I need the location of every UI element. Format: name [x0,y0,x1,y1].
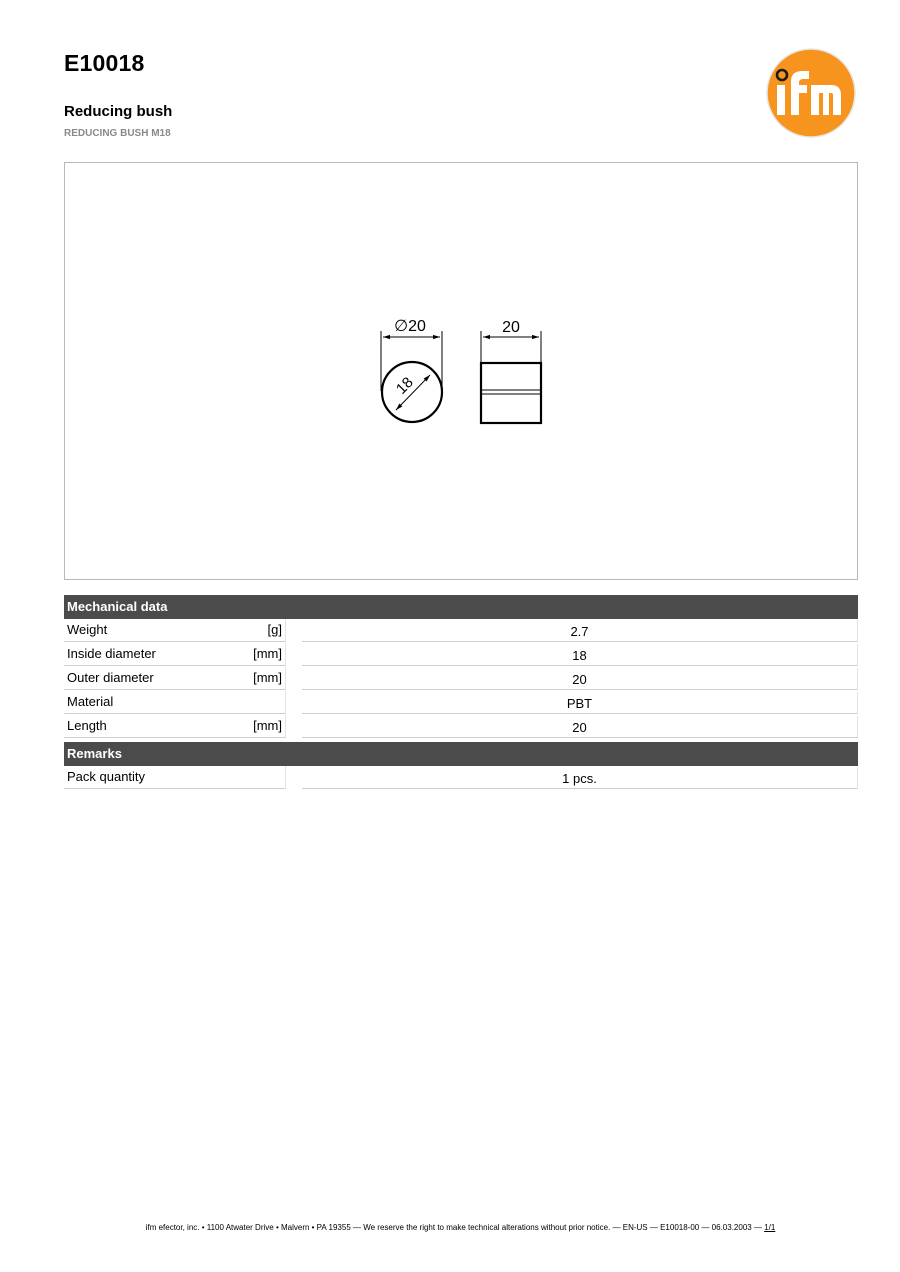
footer-text: ifm efector, inc. • 1100 Atwater Drive • Malvern • PA 19355 — We reserve the right to make technical alterations without prior notice. — EN-US — E10018-00 — 06.03.2003 — [145,1223,762,1232]
row-label: Outer diameter [67,670,154,685]
row-unit: [g] [267,622,282,637]
dim-outer-diameter-label: ∅20 [394,318,426,335]
mechanical-data-header: Mechanical data [64,595,858,619]
dimension-drawing [64,162,858,580]
row-label: Inside diameter [67,646,156,661]
product-name: Reducing bush [64,103,173,120]
row-unit: [mm] [253,646,282,661]
row-label-cell [64,667,286,690]
product-subtitle: REDUCING BUSH M18 [64,128,171,139]
row-label-cell [64,691,286,714]
row-value: 2.7 [302,620,858,642]
table-row [64,619,858,643]
ifm-logo-graphic [765,47,857,139]
ifm-logo [765,47,857,139]
row-value: 18 [302,644,858,666]
row-label-cell [64,766,286,789]
row-unit: [mm] [253,718,282,733]
table-row [64,667,858,691]
row-label-cell [64,643,286,666]
row-value: 20 [302,668,858,690]
table-row [64,643,858,667]
row-label: Material [67,694,114,709]
product-code: E10018 [64,50,145,76]
row-value: PBT [302,692,858,714]
logo-text: ifm [765,47,767,48]
row-value: 20 [302,716,858,738]
side-view [481,319,541,423]
page-number: 1/1 [764,1223,776,1232]
row-value: 1 pcs. [302,767,858,789]
page-footer [0,1223,900,1232]
dim-length-label: 20 [502,319,520,336]
row-label-cell [64,619,286,642]
row-label: Pack quantity [67,769,146,784]
row-label-cell [64,715,286,738]
row-label: Weight [67,622,108,637]
table-row [64,715,858,739]
row-unit: [mm] [253,670,282,685]
table-row [64,766,858,790]
dim-inner-diameter-label: 18 [392,373,417,398]
front-view [381,318,442,422]
technical-drawing [65,163,859,581]
data-table [64,595,858,790]
row-label: Length [67,718,107,733]
table-row [64,691,858,715]
remarks-header: Remarks [64,742,858,766]
